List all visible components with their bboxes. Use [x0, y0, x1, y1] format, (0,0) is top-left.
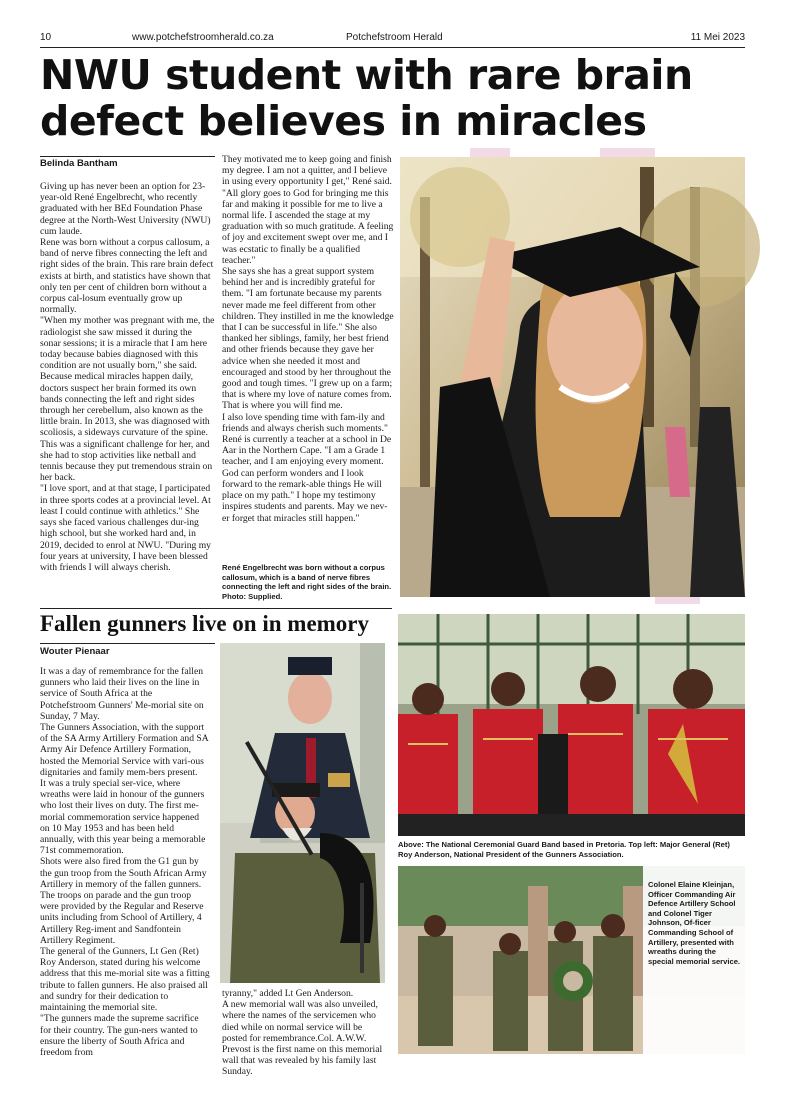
header-rule	[40, 47, 745, 48]
byline2-rule	[40, 643, 215, 644]
graduate-photo	[400, 157, 745, 597]
page-header	[40, 30, 745, 46]
headline-line-1: NWU student with rare brain	[40, 51, 693, 99]
pink-frame-top-a	[470, 148, 510, 157]
section-rule	[40, 608, 392, 609]
article2-column-1	[40, 666, 210, 1058]
general-piper-photo	[220, 643, 385, 983]
band-photo	[398, 614, 745, 836]
band-photo-caption: Above: The National Ceremonial Guard Band based in Pretoria. Top left: Major General (Ret) Roy Anderson, National President of the Gunners Association.	[398, 840, 730, 859]
article2-column-2	[222, 988, 387, 1078]
page-number: 10	[40, 32, 52, 43]
article1-byline: Belinda Bantham	[40, 158, 118, 169]
wreath-photo-caption: Colonel Elaine Kleinjan, Officer Commanding Air Defence Artillery School and Colonel Tiger Johnson, Of-ficer Commanding School of Artillery, presented with wreaths during the special memorial service.	[648, 880, 741, 966]
article2-headline: Fallen gunners live on in memory	[40, 611, 370, 636]
byline-rule	[40, 156, 215, 157]
article2-col1-text: It was a day of remembrance for the fallen gunners who laid their lives on the line in service of South Africa at the Potchefstroom Gunners' Me-morial site on Sunday, 7 May. The Gunners Association, with the support of the SA Army Artillery Formation and SA Army Air Defence Artillery Formation, hosted the Memorial Service with vari-ous dignitaries and family mem-bers present. It was a truly special ser-vice, where wreaths were laid in honour of the gunners who lost their lives on duty. The first me-morial commemoration service happened on 10 May 1953 and has been held annually, with this year being a memorable 71st commemoration. Shots were also fired from the G1 gun by the gun troop from the South African Army Artillery in memory of the fallen gunners. The troops on parade and the gun troop were provided by the Regular and Reserve units including from School of Artillery, 4 Artillery Reg-iment and Sandfontein Artillery Regiment. The general of the Gunners, Lt Gen (Ret) Roy Anderson, stated during his welcome address that this me-morial site was a fitting tribute to fallen gunners. He also praised all and sundry for their dedication to maintaining the memorial site. "The gunners made the supreme sacrifice for their country. The gun-ners wanted to ensure the liberty of South Africa and freedom from	[40, 666, 210, 1058]
general-piper-illustration	[220, 643, 385, 983]
article1-headline	[40, 52, 760, 144]
issue-date: 11 Mei 2023	[690, 32, 745, 43]
article1-col2-text: They motivated me to keep going and finish my degree. I am not a quitter, and I believe in using every opportunity I get," René said. "All glory goes to God for bringing me this far and making it possible for me to live a normal life. I ascended the stage at my graduation with so much gratitude. A feeling of joy and excitement swept over me, and I was ecstatic to finally be a qualified teacher." She says she has a great support system behind her and is incredibly grateful for them. "I am fortunate because my parents never made me feel different from other children. They instilled in me the knowledge that I can be successful in life." She also thanked her siblings, family, her best friend and other friends because they gave her advice when she needed it most and encouraged and stood by her throughout the good and tough times. "I grew up on a farm; that is where my love of nature comes from. That is where you will find me. I also love spending time with fam-ily and friends and always cherish such moments." René is currently a teacher at a school in De Aar in the Northern Cape. "I am a Grade 1 teacher, and I am enjoying every moment. God can perform wonders and I look forward to the remark-able things He will place on my path." I hope my testimony inspires students and parents. May we nev-er forget that miracles still happen."	[222, 154, 394, 524]
article1-column-1	[40, 181, 215, 606]
article2-byline: Wouter Pienaar	[40, 646, 110, 657]
paper-name: Potchefstroom Herald	[346, 32, 443, 43]
graduate-photo-caption: René Engelbrecht was born without a corpus callosum, which is a band of nerve fibres connecting the left and right sides of the brain. Photo: Supplied.	[222, 563, 392, 601]
graduate-photo-illustration	[400, 157, 745, 597]
article1-col1-text: Giving up has never been an option for 23-year-old René Engelbrecht, who recently graduated with her BEd Foundation Phase degree at the North-West University (NWU) cum laude. Rene was born without a corpus callosum, a band of nerve fibres connecting the left and right sides of the brain. This rare brain defect exists at birth, and statistics have shown that only ten per cent of children born without a corpus cal-losum eventually grow up normally. "When my mother was pregnant with me, the radiologist she saw missed it during the sonar sessions; it is a miracle that I am here today because babies diagnosed with this condition are not usually born," she said. Because medical miracles happen daily, doctors suspect her brain formed its own bands connecting the left and right sides through her cerebellum, also known as the little brain. In 2013, she was diagnosed with scoliosis, a sideways curvature of the spine. This was a significant challenge for her, and she had to stop activities like netball and tennis because they put tremendous strain on her back. "I love sport, and at that stage, I participated in three sports codes at a provincial level. At least I could continue with athletics." She says she faced various challenges dur-ing high school, but she worked hard and, in 2019, decided to enrol at NWU. "During my four years at university, I have been blessed with friends I will always cherish.	[40, 181, 215, 573]
pink-frame-top-b	[600, 148, 655, 157]
article1-column-2	[222, 154, 394, 579]
article2-col2-text: tyranny," added Lt Gen Anderson. A new memorial wall was also unveiled, where the names of the servicemen who died while on normal service will be posted for remembrance.Col. A.W.W. Prevost is the first name on this memorial wall that was revealed by his family last Sunday.	[222, 988, 383, 1078]
band-illustration	[398, 614, 745, 836]
site-url[interactable]: www.potchefstroomherald.co.za	[132, 32, 274, 43]
headline-line-2: defect believes in miracles	[40, 97, 647, 145]
